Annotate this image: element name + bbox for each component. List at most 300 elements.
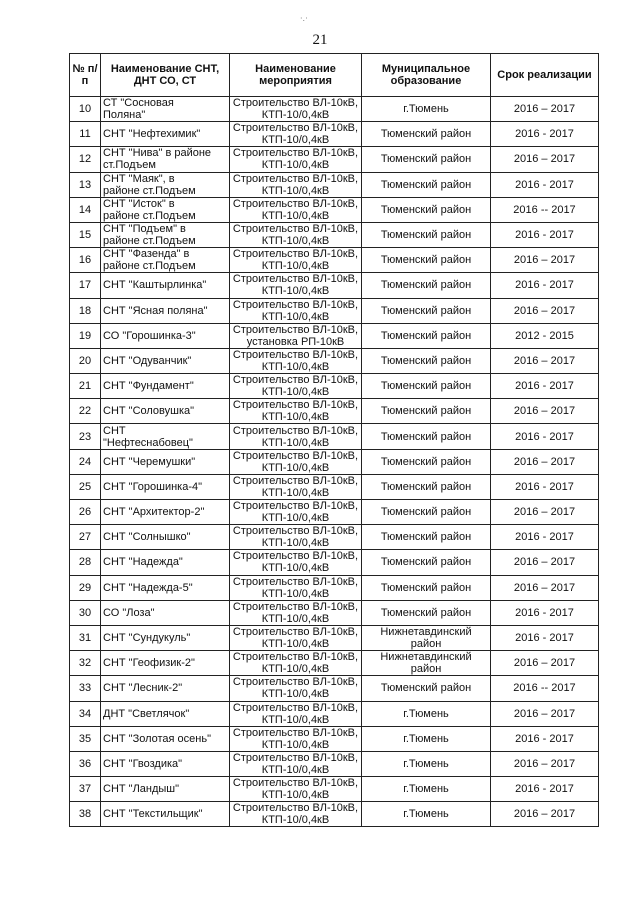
work-description: Строительство ВЛ-10кВ, КТП-10/0,4кВ <box>232 449 359 474</box>
municipality: Тюменский район <box>380 405 472 418</box>
table-row <box>70 474 599 499</box>
work-description-cell <box>230 147 362 172</box>
table-row <box>70 600 599 625</box>
organization-name: СНТ "Лесник-2" <box>103 682 183 695</box>
implementation-term: 2016 - 2017 <box>515 732 574 745</box>
municipality: Тюменский район <box>380 556 472 569</box>
row-number-cell <box>70 172 101 197</box>
organization-name-cell <box>101 474 230 499</box>
table-row <box>70 248 599 273</box>
municipality: Тюменский район <box>380 279 472 292</box>
work-description-cell <box>230 550 362 575</box>
work-description: Строительство ВЛ-10кВ, установка РП-10кВ <box>232 323 359 348</box>
organization-name-cell <box>101 424 230 449</box>
table-row <box>70 374 599 399</box>
municipality: Тюменский район <box>380 682 472 695</box>
table-row <box>70 348 599 373</box>
organization-name: СНТ "Надежда-5" <box>103 581 193 594</box>
row-number: 19 <box>78 329 92 342</box>
municipality: Тюменский район <box>380 229 472 242</box>
work-description-cell <box>230 600 362 625</box>
table-row <box>70 802 599 827</box>
municipality: г.Тюмень <box>403 103 449 116</box>
implementation-term: 2016 - 2017 <box>515 480 574 493</box>
implementation-term-cell <box>491 197 599 222</box>
organization-name-cell <box>101 449 230 474</box>
row-number: 16 <box>78 254 92 267</box>
work-description-cell <box>230 172 362 197</box>
implementation-term: 2016 – 2017 <box>513 506 576 519</box>
organization-name: СНТ "Исток" в районе ст.Подъем <box>103 197 196 222</box>
organization-name: СНТ "Нефтеснабовец" <box>103 424 193 449</box>
organization-name: СНТ "Надежда" <box>103 556 183 569</box>
work-description: Строительство ВЛ-10кВ, КТП-10/0,4кВ <box>232 223 359 248</box>
row-number: 14 <box>78 203 92 216</box>
implementation-term-cell <box>491 122 599 147</box>
implementation-term: 2016 - 2017 <box>515 606 574 619</box>
organization-name-cell <box>101 197 230 222</box>
municipality-cell <box>362 600 491 625</box>
table-row <box>70 424 599 449</box>
implementation-term-cell <box>491 323 599 348</box>
work-description: Строительство ВЛ-10кВ, КТП-10/0,4кВ <box>232 197 359 222</box>
row-number-cell <box>70 197 101 222</box>
organization-name: СО "Горошинка-3" <box>103 329 196 342</box>
work-description: Строительство ВЛ-10кВ, КТП-10/0,4кВ <box>232 172 359 197</box>
organization-name-cell <box>101 222 230 247</box>
implementation-term-cell <box>491 399 599 424</box>
implementation-term: 2016 – 2017 <box>513 405 576 418</box>
work-description-cell <box>230 777 362 802</box>
organization-name: СНТ "Ясная поляна" <box>103 304 208 317</box>
work-description-cell <box>230 197 362 222</box>
implementation-term: 2016 – 2017 <box>513 455 576 468</box>
organization-name-cell <box>101 374 230 399</box>
municipality-cell <box>362 97 491 122</box>
work-description-cell <box>230 323 362 348</box>
row-number-cell <box>70 298 101 323</box>
municipality: Тюменский район <box>380 531 472 544</box>
work-description-cell <box>230 374 362 399</box>
implementation-term: 2016 - 2017 <box>515 279 574 292</box>
work-description-cell <box>230 802 362 827</box>
implementation-term-cell <box>491 575 599 600</box>
municipality-cell <box>362 374 491 399</box>
header-municipality: Муниципальное образование <box>362 54 491 97</box>
header-term: Срок реализации <box>491 54 599 97</box>
implementation-term-cell <box>491 550 599 575</box>
row-number-cell <box>70 802 101 827</box>
projects-table <box>69 53 599 827</box>
row-number-cell <box>70 399 101 424</box>
implementation-term-cell <box>491 751 599 776</box>
implementation-term-cell <box>491 248 599 273</box>
municipality-cell <box>362 701 491 726</box>
organization-name-cell <box>101 122 230 147</box>
row-number: 11 <box>79 128 91 141</box>
work-description-cell <box>230 500 362 525</box>
municipality-cell <box>362 449 491 474</box>
row-number-cell <box>70 348 101 373</box>
row-number-cell <box>70 651 101 676</box>
implementation-term-cell <box>491 500 599 525</box>
work-description-cell <box>230 122 362 147</box>
organization-name-cell <box>101 500 230 525</box>
implementation-term-cell <box>491 802 599 827</box>
organization-name-cell <box>101 575 230 600</box>
implementation-term-cell <box>491 298 599 323</box>
work-description-cell <box>230 348 362 373</box>
organization-name-cell <box>101 676 230 701</box>
implementation-term: 2016 - 2017 <box>515 632 574 645</box>
implementation-term: 2016 – 2017 <box>513 103 576 116</box>
implementation-term-cell <box>491 172 599 197</box>
table-row <box>70 726 599 751</box>
table-row <box>70 97 599 122</box>
row-number-cell <box>70 374 101 399</box>
implementation-term-cell <box>491 222 599 247</box>
municipality: Тюменский район <box>380 254 472 267</box>
row-number-cell <box>70 600 101 625</box>
table-row <box>70 525 599 550</box>
table-header-row <box>70 54 599 97</box>
organization-name: СНТ "Фазенда" в районе ст.Подъем <box>103 248 196 273</box>
work-description-cell <box>230 525 362 550</box>
municipality-cell <box>362 625 491 650</box>
row-number: 23 <box>78 430 92 443</box>
table-row <box>70 550 599 575</box>
implementation-term: 2016 – 2017 <box>513 808 576 821</box>
organization-name-cell <box>101 777 230 802</box>
implementation-term-cell <box>491 348 599 373</box>
row-number: 22 <box>78 405 92 418</box>
work-description-cell <box>230 424 362 449</box>
municipality-cell <box>362 575 491 600</box>
table-row <box>70 197 599 222</box>
implementation-term-cell <box>491 777 599 802</box>
row-number-cell <box>70 751 101 776</box>
work-description: Строительство ВЛ-10кВ, КТП-10/0,4кВ <box>232 550 359 575</box>
work-description-cell <box>230 298 362 323</box>
municipality: Тюменский район <box>380 480 472 493</box>
row-number-cell <box>70 500 101 525</box>
municipality: Тюменский район <box>380 128 472 141</box>
work-description: Строительство ВЛ-10кВ, КТП-10/0,4кВ <box>232 298 359 323</box>
work-description: Строительство ВЛ-10кВ, КТП-10/0,4кВ <box>232 348 359 373</box>
table-row <box>70 222 599 247</box>
municipality: Тюменский район <box>380 380 472 393</box>
table-row <box>70 172 599 197</box>
municipality: г.Тюмень <box>403 707 449 720</box>
row-number-cell <box>70 550 101 575</box>
municipality-cell <box>362 424 491 449</box>
municipality-cell <box>362 248 491 273</box>
organization-name: СНТ "Геофизик-2" <box>103 657 195 670</box>
row-number: 34 <box>78 707 92 720</box>
row-number-cell <box>70 424 101 449</box>
municipality-cell <box>362 222 491 247</box>
implementation-term: 2016 - 2017 <box>515 178 574 191</box>
municipality: Тюменский район <box>380 354 472 367</box>
implementation-term: 2016 – 2017 <box>513 657 576 670</box>
row-number: 10 <box>78 103 92 116</box>
table-row <box>70 273 599 298</box>
municipality: Тюменский район <box>380 606 472 619</box>
municipality: Тюменский район <box>380 304 472 317</box>
page-number: 21 <box>312 32 328 48</box>
work-description: Строительство ВЛ-10кВ, КТП-10/0,4кВ <box>232 399 359 424</box>
municipality: Тюменский район <box>380 506 472 519</box>
work-description-cell <box>230 399 362 424</box>
implementation-term: 2016 -- 2017 <box>513 682 576 695</box>
implementation-term: 2016 - 2017 <box>515 380 574 393</box>
municipality-cell <box>362 197 491 222</box>
row-number-cell <box>70 97 101 122</box>
organization-name: СНТ "Одуванчик" <box>103 354 192 367</box>
organization-name: СНТ "Сундукуль" <box>103 632 191 645</box>
organization-name-cell <box>101 550 230 575</box>
implementation-term: 2016 - 2017 <box>515 229 574 242</box>
municipality: г.Тюмень <box>403 757 449 770</box>
work-description: Строительство ВЛ-10кВ, КТП-10/0,4кВ <box>232 122 359 147</box>
work-description: Строительство ВЛ-10кВ, КТП-10/0,4кВ <box>232 500 359 525</box>
implementation-term: 2016 – 2017 <box>513 556 576 569</box>
row-number: 29 <box>78 581 92 594</box>
implementation-term: 2016 – 2017 <box>513 581 576 594</box>
implementation-term-cell <box>491 449 599 474</box>
organization-name: СНТ "Соловушка" <box>103 405 195 418</box>
municipality-cell <box>362 323 491 348</box>
row-number-cell <box>70 625 101 650</box>
work-description-cell <box>230 449 362 474</box>
municipality: г.Тюмень <box>403 732 449 745</box>
row-number-cell <box>70 525 101 550</box>
municipality-cell <box>362 348 491 373</box>
implementation-term: 2016 – 2017 <box>513 153 576 166</box>
organization-name: СНТ "Фундамент" <box>103 380 194 393</box>
organization-name: СНТ "Подъем" в районе ст.Подъем <box>103 223 196 248</box>
row-number-cell <box>70 222 101 247</box>
municipality: Тюменский район <box>380 430 472 443</box>
municipality: Тюменский район <box>380 329 472 342</box>
row-number: 18 <box>78 304 92 317</box>
organization-name: ДНТ "Светлячок" <box>103 707 190 720</box>
organization-name: СНТ "Ландыш" <box>103 783 180 796</box>
work-description-cell <box>230 248 362 273</box>
row-number: 27 <box>78 531 92 544</box>
municipality-cell <box>362 726 491 751</box>
municipality-cell <box>362 525 491 550</box>
work-description-cell <box>230 625 362 650</box>
implementation-term-cell <box>491 726 599 751</box>
work-description-cell <box>230 651 362 676</box>
municipality-cell <box>362 147 491 172</box>
row-number: 26 <box>78 506 92 519</box>
row-number-cell <box>70 122 101 147</box>
work-description: Строительство ВЛ-10кВ, КТП-10/0,4кВ <box>232 600 359 625</box>
municipality: Нижнетавдинский район <box>380 626 472 651</box>
header-name: Наименование СНТ, ДНТ СО, СТ <box>101 54 230 97</box>
organization-name-cell <box>101 399 230 424</box>
work-description: Строительство ВЛ-10кВ, КТП-10/0,4кВ <box>232 97 359 122</box>
organization-name: СНТ "Текстильщик" <box>103 808 203 821</box>
implementation-term-cell <box>491 676 599 701</box>
implementation-term: 2016 - 2017 <box>515 430 574 443</box>
row-number: 12 <box>78 153 92 166</box>
table-row <box>70 651 599 676</box>
table-row <box>70 575 599 600</box>
work-description: Строительство ВЛ-10кВ, КТП-10/0,4кВ <box>232 651 359 676</box>
table-row <box>70 777 599 802</box>
row-number: 21 <box>78 380 92 393</box>
table-row <box>70 323 599 348</box>
work-description: Строительство ВЛ-10кВ, КТП-10/0,4кВ <box>232 751 359 776</box>
organization-name: СНТ "Кaштырлинка" <box>103 279 207 292</box>
municipality-cell <box>362 273 491 298</box>
row-number-cell <box>70 575 101 600</box>
work-description-cell <box>230 751 362 776</box>
work-description: Строительство ВЛ-10кВ, КТП-10/0,4кВ <box>232 525 359 550</box>
row-number: 35 <box>78 732 92 745</box>
municipality: Тюменский район <box>380 581 472 594</box>
implementation-term-cell <box>491 525 599 550</box>
organization-name: СНТ "Архитектор-2" <box>103 506 205 519</box>
organization-name-cell <box>101 751 230 776</box>
table-row <box>70 449 599 474</box>
implementation-term-cell <box>491 651 599 676</box>
organization-name-cell <box>101 651 230 676</box>
municipality-cell <box>362 777 491 802</box>
organization-name-cell <box>101 802 230 827</box>
work-description: Строительство ВЛ-10кВ, КТП-10/0,4кВ <box>232 777 359 802</box>
organization-name-cell <box>101 600 230 625</box>
work-description: Строительство ВЛ-10кВ, КТП-10/0,4кВ <box>232 374 359 399</box>
municipality-cell <box>362 802 491 827</box>
work-description: Строительство ВЛ-10кВ, КТП-10/0,4кВ <box>232 676 359 701</box>
table-body <box>70 97 599 827</box>
row-number-cell <box>70 449 101 474</box>
organization-name: СНТ "Золотая осень" <box>103 732 211 745</box>
municipality-cell <box>362 550 491 575</box>
municipality-cell <box>362 500 491 525</box>
implementation-term: 2016 - 2017 <box>515 128 574 141</box>
municipality: Тюменский район <box>380 455 472 468</box>
row-number-cell <box>70 248 101 273</box>
header-number: № п/п <box>70 54 101 97</box>
municipality: г.Тюмень <box>403 783 449 796</box>
organization-name: СНТ "Гвоздика" <box>103 757 183 770</box>
work-description-cell <box>230 575 362 600</box>
organization-name-cell <box>101 348 230 373</box>
implementation-term: 2012 - 2015 <box>515 329 574 342</box>
organization-name: СНТ "Нива" в районе ст.Подъем <box>103 147 212 172</box>
organization-name: СО "Лоза" <box>103 606 155 619</box>
row-number-cell <box>70 323 101 348</box>
implementation-term: 2016 - 2017 <box>515 531 574 544</box>
implementation-term: 2016 – 2017 <box>513 757 576 770</box>
work-description: Строительство ВЛ-10кВ, КТП-10/0,4кВ <box>232 701 359 726</box>
municipality: г.Тюмень <box>403 808 449 821</box>
organization-name: СНТ "Солнышко" <box>103 531 191 544</box>
work-description-cell <box>230 97 362 122</box>
table-row <box>70 298 599 323</box>
organization-name-cell <box>101 701 230 726</box>
organization-name-cell <box>101 323 230 348</box>
work-description: Строительство ВЛ-10кВ, КТП-10/0,4кВ <box>232 248 359 273</box>
implementation-term-cell <box>491 273 599 298</box>
organization-name-cell <box>101 97 230 122</box>
work-description: Строительство ВЛ-10кВ, КТП-10/0,4кВ <box>232 147 359 172</box>
work-description: Строительство ВЛ-10кВ, КТП-10/0,4кВ <box>232 273 359 298</box>
row-number: 28 <box>78 556 92 569</box>
municipality: Тюменский район <box>380 178 472 191</box>
implementation-term-cell <box>491 625 599 650</box>
work-description-cell <box>230 273 362 298</box>
implementation-term: 2016 – 2017 <box>513 707 576 720</box>
work-description-cell <box>230 701 362 726</box>
municipality-cell <box>362 474 491 499</box>
scan-speck: ·.· <box>300 14 308 23</box>
municipality-cell <box>362 676 491 701</box>
implementation-term: 2016 – 2017 <box>513 354 576 367</box>
municipality-cell <box>362 751 491 776</box>
table-row <box>70 751 599 776</box>
work-description: Строительство ВЛ-10кВ, КТП-10/0,4кВ <box>232 575 359 600</box>
row-number: 33 <box>78 682 92 695</box>
municipality: Тюменский район <box>380 153 472 166</box>
row-number: 20 <box>78 354 92 367</box>
row-number: 13 <box>78 178 92 191</box>
municipality-cell <box>362 651 491 676</box>
table-row <box>70 676 599 701</box>
implementation-term-cell <box>491 701 599 726</box>
work-description: Строительство ВЛ-10кВ, КТП-10/0,4кВ <box>232 424 359 449</box>
header-work: Наименование мероприятия <box>230 54 362 97</box>
work-description: Строительство ВЛ-10кВ, КТП-10/0,4кВ <box>232 474 359 499</box>
table-row <box>70 500 599 525</box>
row-number-cell <box>70 273 101 298</box>
row-number-cell <box>70 777 101 802</box>
organization-name: СНТ "Черемушки" <box>103 455 196 468</box>
organization-name-cell <box>101 248 230 273</box>
table-row <box>70 122 599 147</box>
row-number: 32 <box>78 657 92 670</box>
municipality-cell <box>362 298 491 323</box>
implementation-term: 2016 – 2017 <box>513 254 576 267</box>
row-number: 17 <box>78 279 92 292</box>
organization-name: СНТ "Нефтехимик" <box>103 128 201 141</box>
row-number: 36 <box>78 757 92 770</box>
implementation-term-cell <box>491 600 599 625</box>
table-row <box>70 147 599 172</box>
row-number: 25 <box>78 480 92 493</box>
work-description: Строительство ВЛ-10кВ, КТП-10/0,4кВ <box>232 626 359 651</box>
row-number: 31 <box>78 632 92 645</box>
organization-name: СНТ "Горошинка-4" <box>103 480 203 493</box>
row-number: 24 <box>78 455 92 468</box>
work-description-cell <box>230 222 362 247</box>
row-number-cell <box>70 474 101 499</box>
row-number: 30 <box>78 606 92 619</box>
organization-name: СТ "Сосновая Поляна" <box>103 97 174 122</box>
municipality: Тюменский район <box>380 203 472 216</box>
row-number-cell <box>70 701 101 726</box>
municipality-cell <box>362 122 491 147</box>
implementation-term: 2016 – 2017 <box>513 304 576 317</box>
implementation-term-cell <box>491 374 599 399</box>
organization-name: СНТ "Маяк", в районе ст.Подъем <box>103 172 196 197</box>
row-number: 37 <box>78 783 92 796</box>
